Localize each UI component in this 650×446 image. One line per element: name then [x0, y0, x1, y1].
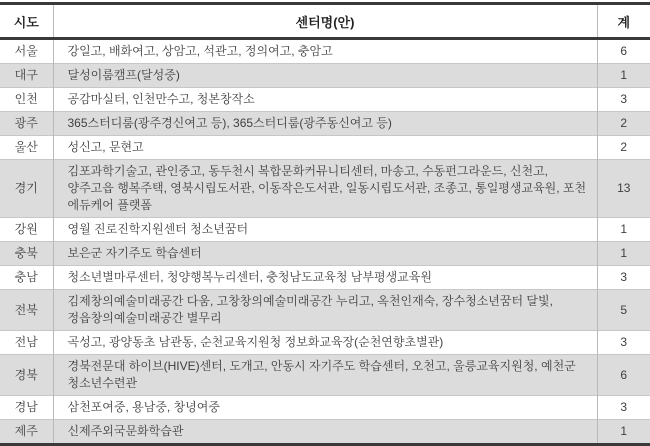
region-cell: 경남 — [0, 396, 53, 420]
table-row — [0, 420, 650, 445]
region-cell: 충북 — [0, 242, 53, 266]
region-cell: 충남 — [0, 266, 53, 290]
count-cell: 3 — [597, 331, 650, 355]
table-row — [0, 64, 650, 88]
table-row — [0, 331, 650, 355]
header-total: 계 — [597, 4, 650, 39]
region-cell: 울산 — [0, 136, 53, 160]
table-row — [0, 218, 650, 242]
count-cell: 13 — [597, 160, 650, 218]
count-cell: 5 — [597, 290, 650, 331]
table-row — [0, 112, 650, 136]
count-cell: 6 — [597, 355, 650, 396]
count-cell: 6 — [597, 39, 650, 64]
centers-cell: 공감마실터, 인천만수고, 청본창작소 — [53, 88, 597, 112]
table-row — [0, 39, 650, 64]
table-row — [0, 355, 650, 396]
centers-cell: 영월 진로진학지원센터 청소년꿈터 — [53, 218, 597, 242]
centers-cell: 삼천포여중, 용남중, 창녕여중 — [53, 396, 597, 420]
count-cell: 1 — [597, 242, 650, 266]
region-cell: 경북 — [0, 355, 53, 396]
centers-cell: 신제주외국문화학습관 — [53, 420, 597, 445]
region-cell: 인천 — [0, 88, 53, 112]
region-cell: 경기 — [0, 160, 53, 218]
centers-cell: 곡성고, 광양동초 남관동, 순천교육지원청 정보화교육장(순천연향초별관) — [53, 331, 597, 355]
region-cell: 제주 — [0, 420, 53, 445]
count-cell: 2 — [597, 112, 650, 136]
centers-cell: 김제창의예술미래공간 다움, 고창창의예술미래공간 누리고, 옥천인재숙, 장수청소년꿈터 달빛, 정읍창의예술미래공간 별무리 — [53, 290, 597, 331]
region-cell: 강원 — [0, 218, 53, 242]
centers-cell: 달성이룸캠프(달성중) — [53, 64, 597, 88]
table-row — [0, 88, 650, 112]
centers-cell: 성신고, 문현고 — [53, 136, 597, 160]
header-row — [0, 4, 650, 39]
centers-cell: 보은군 자기주도 학습센터 — [53, 242, 597, 266]
table-row — [0, 160, 650, 218]
table-row — [0, 266, 650, 290]
count-cell: 1 — [597, 64, 650, 88]
table-row — [0, 136, 650, 160]
centers-cell: 경북전문대 하이브(HIVE)센터, 도개고, 안동시 자기주도 학습센터, 오천고, 울릉교육지원청, 예천군 청소년수련관 — [53, 355, 597, 396]
centers-cell: 청소년별마루센터, 청양행복누리센터, 충청남도교육청 남부평생교육원 — [53, 266, 597, 290]
count-cell: 1 — [597, 218, 650, 242]
count-cell: 3 — [597, 88, 650, 112]
count-cell: 3 — [597, 266, 650, 290]
region-cell: 대구 — [0, 64, 53, 88]
header-center-name: 센터명(안) — [53, 4, 597, 39]
centers-cell: 강일고, 배화여고, 상암고, 석관고, 정의여고, 충암고 — [53, 39, 597, 64]
region-cell: 광주 — [0, 112, 53, 136]
header-region: 시도 — [0, 4, 53, 39]
table-row — [0, 290, 650, 331]
table-row — [0, 242, 650, 266]
centers-cell: 김포과학기술고, 관인중고, 동두천시 복합문화커뮤니티센터, 마송고, 수동펀그라운드, 신천고, 양주고읍 행복주택, 영북시립도서관, 이동작은도서관, 일동시립도서관, 조종고, 통일평생교육원, 포천 에듀케어 플랫폼 — [53, 160, 597, 218]
centers-table — [0, 2, 650, 446]
table-row — [0, 396, 650, 420]
count-cell: 3 — [597, 396, 650, 420]
count-cell: 1 — [597, 420, 650, 445]
count-cell: 2 — [597, 136, 650, 160]
region-cell: 전북 — [0, 290, 53, 331]
region-cell: 서울 — [0, 39, 53, 64]
centers-cell: 365스터디룸(광주경신여고 등), 365스터디룸(광주동신여고 등) — [53, 112, 597, 136]
region-cell: 전남 — [0, 331, 53, 355]
